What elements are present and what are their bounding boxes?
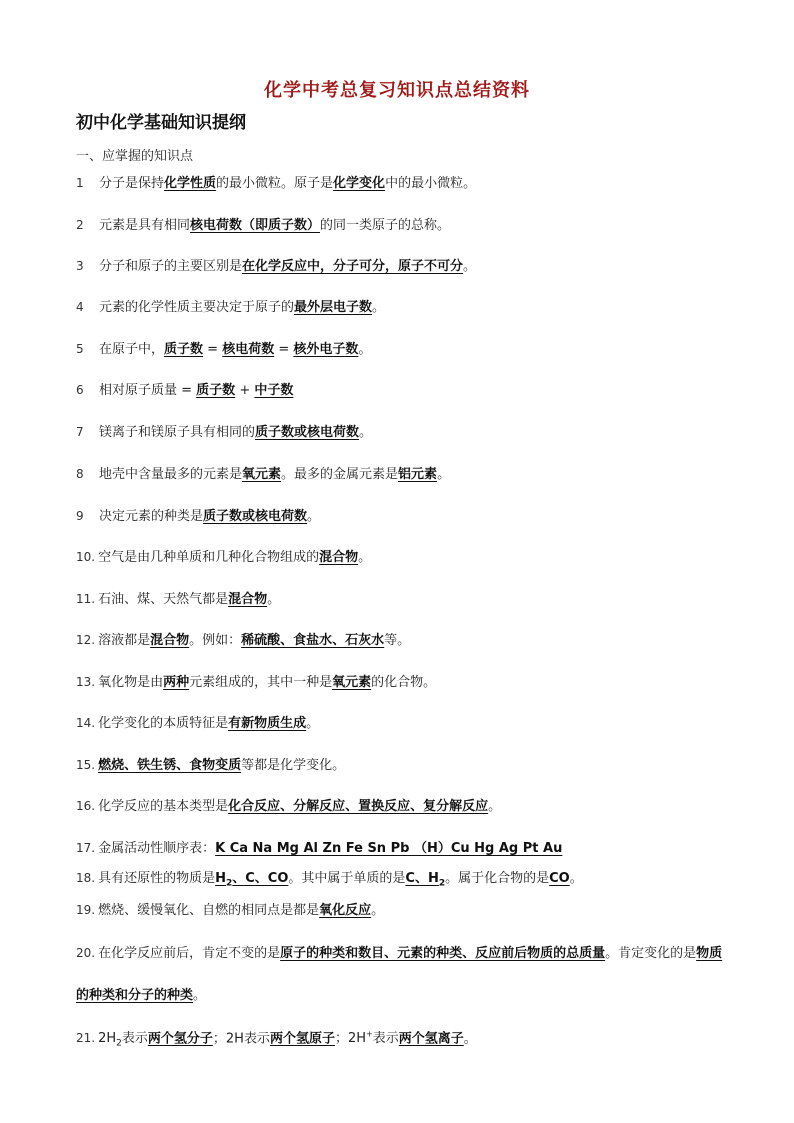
list-item-10: 10. 空气是由几种单质和几种化合物组成的混合物。 [76,550,372,565]
list-item-6: 6 相对原子质量 = 质子数 + 中子数 [76,383,294,398]
list-item-14: 14. 化学变化的本质特征是有新物质生成。 [76,716,320,731]
list-item-16: 16. 化学反应的基本类型是化合反应、分解反应、置换反应、复分解反应。 [76,799,502,814]
list-item-9: 9 决定元素的种类是质子数或核电荷数。 [76,509,321,524]
document-subtitle: 初中化学基础知识提纲 [76,113,246,133]
list-item-3: 3 分子和原子的主要区别是在化学反应中，分子可分，原子不可分。 [76,259,477,274]
list-item-21: 21. $2H_2$表示两个氢分子；2H表示两个氢原子；2H+表示两个氢离子。 [76,1030,477,1049]
list-item-2: 2 元素是具有相同核电荷数（即质子数）的同一类原子的总称。 [76,218,451,233]
document-title: 化学中考总复习知识点总结资料 [264,80,530,101]
list-item-18: 18. 具有还原性的物质是$H_2$、C、CO。其中属于单质的是C、$H_2$。属于化合物的是CO。 [76,871,583,889]
list-item-1: 1 分子是保持化学性质的最小微粒。原子是化学变化中的最小微粒。 [76,176,477,191]
list-item-19: 19. 燃烧、缓慢氧化、自燃的相同点是都是氧化反应。 [76,903,385,918]
list-item-8: 8 地壳中含量最多的元素是氧元素。最多的金属元素是铝元素。 [76,467,451,482]
list-item-5: 5 在原子中，质子数 = 核电荷数 = 核外电子数。 [76,342,372,357]
list-item-12: 12. 溶液都是混合物。例如：稀硫酸、食盐水、石灰水等。 [76,633,411,648]
list-item-20: 20. 在化学反应前后，肯定不变的是原子的种类和数目、元素的种类、反应前后物质的总质量。肯定变化的是物质的种类和分子的种类。 [76,946,723,1003]
list-item-17: 17. 金属活动性顺序表：K Ca Na Mg Al Zn Fe Sn Pb （H）Cu Hg Ag Pt Au [76,841,563,856]
section-heading: 一、应掌握的知识点 [76,149,194,164]
list-item-11: 11. 石油、煤、天然气都是混合物。 [76,592,281,607]
list-item-13: 13. 氧化物是由两种元素组成的，其中一种是氧元素的化合物。 [76,675,437,690]
list-item-15: 15. 燃烧、铁生锈、食物变质等都是化学变化。 [76,758,346,773]
list-item-4: 4 元素的化学性质主要决定于原子的最外层电子数。 [76,300,386,315]
list-item-7: 7 镁离子和镁原子具有相同的质子数或核电荷数。 [76,425,373,440]
